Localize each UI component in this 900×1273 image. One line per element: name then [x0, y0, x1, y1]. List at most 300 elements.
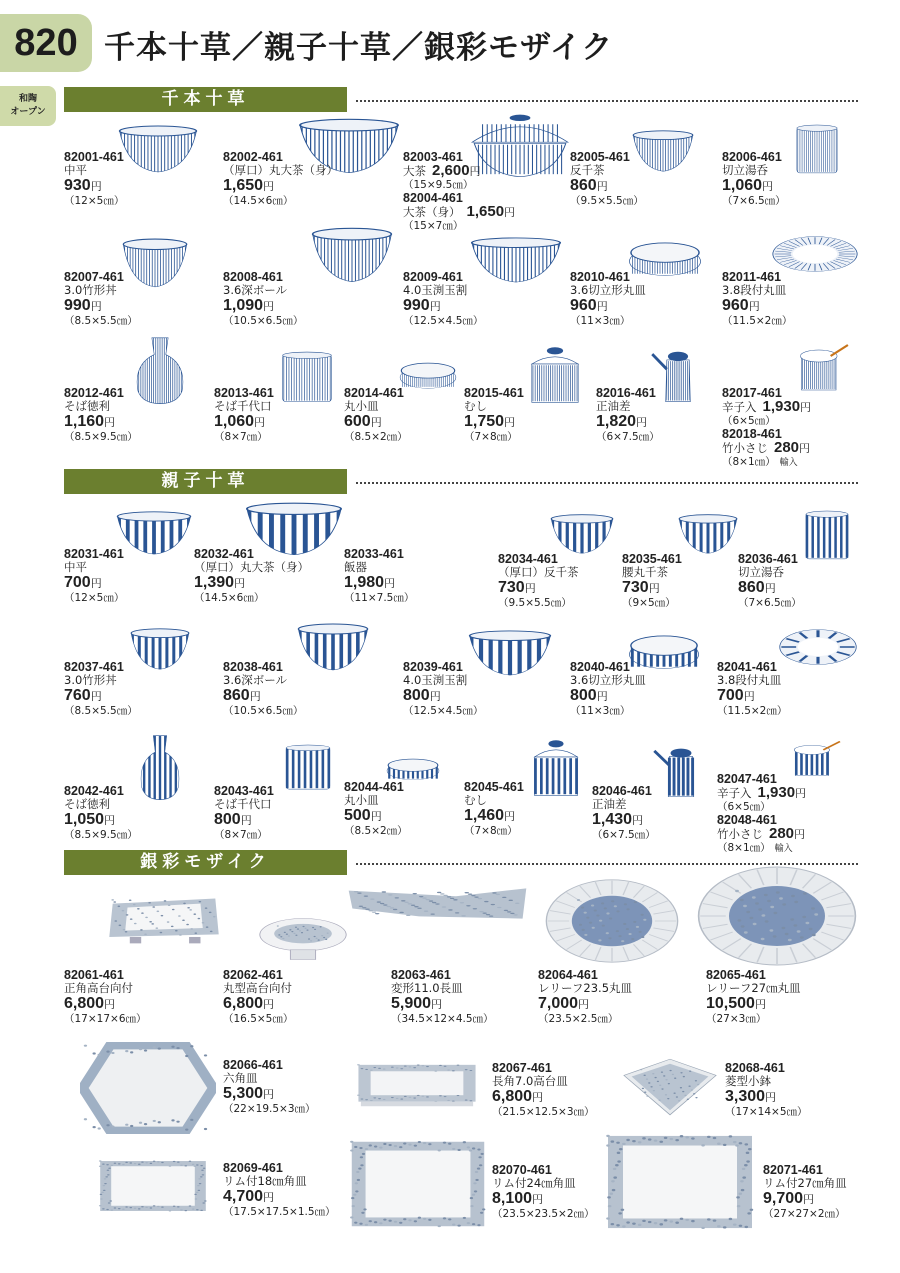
product-name-line [722, 441, 811, 455]
yen-unit: 円 [431, 998, 443, 1011]
product-name-line [344, 561, 414, 574]
product-size [570, 704, 646, 718]
product-size [64, 704, 138, 718]
product-price: 800 [214, 811, 241, 828]
product-name-line [403, 164, 515, 178]
product-code: 82068-461 [725, 1061, 785, 1075]
product-label-82033-461[interactable] [344, 548, 414, 605]
product-name: リム付27㎝角皿 [763, 1176, 847, 1190]
round-footed-mosaic-icon [258, 912, 348, 966]
product-price: 4,700 [223, 1188, 264, 1205]
product-code: 82031-461 [64, 547, 124, 561]
product-size-text: （11.5×2㎝） [722, 315, 793, 327]
product-name-line [64, 798, 138, 811]
product-price-line [706, 995, 801, 1012]
yen-unit: 円 [762, 180, 774, 193]
product-code: 82042-461 [64, 784, 124, 798]
product-size [64, 314, 138, 328]
product-label-82032-461[interactable] [194, 548, 309, 605]
product-price: 800 [403, 687, 430, 704]
product-size-text: （16.5×5㎝） [223, 1013, 294, 1025]
product-size-text: （27×27×2㎝） [763, 1208, 846, 1220]
product-price-line [64, 413, 138, 430]
product-price: 1,930 [762, 398, 801, 415]
product-code: 82033-461 [344, 547, 404, 561]
product-name-line [722, 400, 811, 414]
product-size [223, 194, 338, 208]
yen-unit: 円 [429, 690, 441, 703]
product-label-82015-461[interactable] [464, 387, 524, 444]
product-price: 1,750 [464, 413, 505, 430]
product-code: 82063-461 [391, 968, 451, 982]
product-name: そば千代口 [214, 399, 272, 413]
product-price-line [492, 1190, 595, 1207]
product-name-line [223, 164, 338, 177]
product-size [722, 414, 811, 428]
product-price: 1,980 [344, 574, 385, 591]
product-size [722, 314, 792, 328]
product-name: 3.6切立形丸皿 [570, 673, 646, 687]
product-code: 82047-461 [717, 772, 777, 786]
product-name: 切立湯呑 [722, 163, 768, 177]
product-price-line [717, 687, 787, 704]
product-label-82010-461[interactable] [570, 271, 646, 328]
product-price-line [538, 995, 632, 1012]
product-size [538, 1012, 632, 1026]
product-size-text: （10.5×6.5㎝） [223, 315, 304, 327]
product-price: 1,820 [596, 413, 637, 430]
product-size-text: （11×7.5㎝） [344, 592, 415, 604]
product-price: 6,800 [492, 1088, 533, 1105]
product-label-82065-461[interactable] [706, 969, 801, 1026]
product-name-line [214, 798, 274, 811]
product-price: 960 [722, 297, 749, 314]
product-code: 82001-461 [64, 150, 124, 164]
product-name: 辛子入 [722, 400, 757, 414]
product-name-line [214, 400, 274, 413]
product-size [717, 704, 787, 718]
product-label-82031-461[interactable] [64, 548, 124, 605]
bowl-oyako-icon [297, 622, 369, 672]
yen-unit: 円 [263, 1088, 275, 1101]
product-name-line [403, 674, 483, 687]
product-name-line [492, 1075, 595, 1088]
product-price-line [722, 177, 786, 194]
product-code: 82034-461 [498, 552, 558, 566]
product-label-82034-461[interactable] [498, 553, 579, 610]
product-size [464, 430, 524, 444]
product-price-line [738, 579, 802, 596]
product-code: 82007-461 [64, 270, 124, 284]
product-label-82068-461[interactable] [725, 1062, 808, 1119]
product-name-line [223, 1175, 336, 1188]
product-code: 82043-461 [214, 784, 274, 798]
product-size [464, 824, 524, 838]
bowl-oyako-icon [550, 513, 614, 555]
product-name-line [64, 561, 124, 574]
product-name: 中平 [64, 163, 87, 177]
product-name: 辛子入 [717, 786, 752, 800]
product-code: 82041-461 [717, 660, 777, 674]
product-price-line [763, 1190, 847, 1207]
product-price: 860 [570, 177, 597, 194]
product-price-line [344, 574, 414, 591]
product-price: 1,160 [64, 413, 105, 430]
product-price: 960 [570, 297, 597, 314]
product-label-82070-461[interactable] [492, 1164, 595, 1221]
product-size [622, 596, 682, 610]
product-size-text: （17×17×6㎝） [64, 1013, 147, 1025]
product-size-text: （7×8㎝） [464, 825, 518, 837]
product-price: 6,800 [64, 995, 105, 1012]
product-name: 正油差 [596, 399, 631, 413]
yen-unit: 円 [504, 810, 516, 823]
product-label-82003-461[interactable] [403, 151, 515, 233]
product-price-line [492, 1088, 595, 1105]
product-size-text: （15×7㎝） [403, 220, 464, 232]
product-price: 500 [344, 807, 371, 824]
yen-unit: 円 [234, 577, 246, 590]
product-label-82001-461[interactable] [64, 151, 124, 208]
square-footed-mosaic-icon [107, 896, 221, 960]
product-code: 82011-461 [722, 270, 782, 284]
mustard-pot-stripe-blue-icon [795, 343, 849, 393]
product-size [214, 430, 274, 444]
product-label-82011-461[interactable] [722, 271, 792, 328]
product-label-82064-461[interactable] [538, 969, 632, 1026]
product-price-line [464, 413, 524, 430]
product-size-text: （21.5×12.5×3㎝） [492, 1106, 595, 1118]
product-price: 1,650 [466, 203, 505, 220]
product-price-line [223, 687, 303, 704]
product-size [570, 194, 644, 208]
product-size-text: （8.5×9.5㎝） [64, 829, 138, 841]
product-code: 82065-461 [706, 968, 766, 982]
product-name-line [538, 982, 632, 995]
yen-unit: 円 [636, 416, 648, 429]
product-code: 82003-461 [403, 150, 463, 164]
product-code: 82013-461 [214, 386, 274, 400]
product-name: 3.0竹形丼 [64, 673, 117, 687]
product-label-82040-461[interactable] [570, 661, 646, 718]
product-label-82007-461[interactable] [64, 271, 138, 328]
product-price: 10,500 [706, 995, 755, 1012]
product-price-line [722, 297, 792, 314]
yen-unit: 円 [795, 787, 807, 800]
product-label-82036-461[interactable] [738, 553, 802, 610]
product-label-82061-461[interactable] [64, 969, 147, 1026]
product-price: 9,700 [763, 1190, 804, 1207]
section-header-ginsai-mosaic: 銀彩モザイク [64, 850, 347, 875]
product-label-82038-461[interactable] [223, 661, 303, 718]
product-name-line [464, 794, 524, 807]
product-label-82044-461[interactable] [344, 781, 408, 838]
product-label-82035-461[interactable] [622, 553, 682, 610]
product-label-82045-461[interactable] [464, 781, 524, 838]
product-size [214, 828, 274, 842]
hex-plate-mosaic-icon [80, 1042, 216, 1134]
product-label-82005-461[interactable] [570, 151, 644, 208]
product-size-text: （12×5㎝） [64, 195, 125, 207]
product-size-text: （8×1㎝） [722, 456, 776, 468]
product-name: 3.8段付丸皿 [722, 283, 787, 297]
product-price-line [596, 413, 660, 430]
steam-cup-stripe-blue-icon [526, 346, 584, 406]
product-name-line [722, 164, 786, 177]
product-label-82067-461[interactable] [492, 1062, 595, 1119]
product-price-line [498, 579, 579, 596]
product-name: 腰丸千茶 [622, 565, 668, 579]
bowl-stripe-blue-icon [470, 236, 562, 284]
product-price: 860 [223, 687, 250, 704]
product-code: 82002-461 [223, 150, 283, 164]
product-price-line [223, 177, 338, 194]
product-name-line [570, 284, 646, 297]
yen-unit: 円 [429, 300, 441, 313]
product-size [492, 1105, 595, 1119]
product-name: 飯器 [344, 560, 367, 574]
product-label-82008-461[interactable] [223, 271, 303, 328]
product-name-line [223, 1072, 316, 1085]
section-divider [356, 863, 858, 865]
product-label-82014-461[interactable] [344, 387, 408, 444]
product-price-line [64, 574, 124, 591]
product-price-line [725, 1088, 808, 1105]
product-price: 760 [64, 687, 91, 704]
product-price: 5,300 [223, 1085, 264, 1102]
product-name-line [596, 400, 660, 413]
product-name: 丸型高台向付 [223, 981, 292, 995]
yen-unit: 円 [596, 300, 608, 313]
product-label-82046-461[interactable] [592, 785, 656, 842]
yen-unit: 円 [765, 1091, 777, 1104]
product-size-text: （23.5×2.5㎝） [538, 1013, 619, 1025]
product-size [725, 1105, 808, 1119]
product-price: 2,600 [432, 162, 470, 179]
product-size [570, 314, 646, 328]
product-name: レリーフ27㎝丸皿 [706, 981, 801, 995]
product-label-82006-461[interactable] [722, 151, 786, 208]
product-price: 6,800 [223, 995, 264, 1012]
product-code: 82017-461 [722, 386, 782, 400]
product-name-line [403, 205, 515, 219]
cup-stripe-blue-icon [278, 351, 336, 405]
steam-cup-oyako-icon [529, 739, 583, 799]
product-size-text: （12×5㎝） [64, 592, 125, 604]
product-size [64, 591, 124, 605]
product-name-line [570, 164, 644, 177]
product-size-text: （7×6.5㎝） [738, 597, 802, 609]
cup-stripe-blue-icon [793, 124, 841, 176]
pot-oyako-icon [411, 501, 485, 575]
product-code: 82014-461 [344, 386, 404, 400]
side-tab-line-2: オープン [10, 107, 46, 117]
page-number: 820 [0, 14, 92, 72]
yen-unit: 円 [648, 582, 660, 595]
product-label-82066-461[interactable] [223, 1059, 316, 1116]
product-price-line [64, 177, 124, 194]
side-tab-line-1: 和陶 [18, 94, 37, 104]
product-name-line [64, 674, 138, 687]
product-code: 82032-461 [194, 547, 254, 561]
product-size-text: （8.5×5.5㎝） [64, 705, 138, 717]
product-name: 正油差 [592, 797, 627, 811]
product-name: そば徳利 [64, 797, 110, 811]
product-price: 1,430 [592, 811, 633, 828]
yen-unit: 円 [578, 998, 590, 1011]
product-size [64, 194, 124, 208]
product-label-82063-461[interactable] [391, 969, 494, 1026]
product-name-line [706, 982, 801, 995]
product-price: 800 [570, 687, 597, 704]
product-price-line [64, 687, 138, 704]
import-note: 輸入 [774, 844, 793, 854]
product-price: 1,060 [722, 177, 763, 194]
product-name-line [223, 982, 293, 995]
product-name-line [344, 794, 408, 807]
yen-unit: 円 [632, 814, 644, 827]
product-size-text: （15×9.5㎝） [403, 179, 474, 191]
product-size [717, 841, 806, 856]
product-name: 3.8段付丸皿 [717, 673, 782, 687]
product-name-line [717, 786, 806, 800]
product-label-82071-461[interactable] [763, 1164, 847, 1221]
yen-unit: 円 [799, 442, 811, 455]
product-size-text: （10.5×6.5㎝） [223, 705, 304, 717]
product-name: 3.0竹形丼 [64, 283, 117, 297]
product-name-line [194, 561, 309, 574]
product-name-line [64, 284, 138, 297]
product-name: 3.6深ボール [223, 283, 288, 297]
product-label-82009-461[interactable] [403, 271, 483, 328]
product-price-line [344, 807, 408, 824]
product-name-line [722, 284, 792, 297]
dish-stripe-blue-icon [399, 357, 457, 391]
product-name: レリーフ23.5丸皿 [538, 981, 633, 995]
product-size-text: （12.5×4.5㎝） [403, 315, 484, 327]
product-label-82047-461[interactable] [717, 773, 806, 856]
square-plate-mosaic-icon [605, 1134, 755, 1230]
product-size-text: （22×19.5×3㎝） [223, 1103, 316, 1115]
yen-unit: 円 [104, 416, 116, 429]
product-label-82041-461[interactable] [717, 661, 787, 718]
product-label-82039-461[interactable] [403, 661, 483, 718]
product-code: 82035-461 [622, 552, 682, 566]
product-size [223, 1102, 316, 1116]
product-size [223, 704, 303, 718]
yen-unit: 円 [370, 416, 382, 429]
diamond-bowl-mosaic-icon [622, 1058, 718, 1116]
product-size [706, 1012, 801, 1026]
product-label-82037-461[interactable] [64, 661, 138, 718]
product-size-text: （8×1㎝） [717, 842, 771, 854]
product-name: 大茶（身） [403, 205, 461, 219]
product-label-82012-461[interactable] [64, 387, 138, 444]
yen-unit: 円 [263, 300, 275, 313]
product-price-line [214, 811, 274, 828]
product-label-82002-461[interactable] [223, 151, 338, 208]
product-label-82016-461[interactable] [596, 387, 660, 444]
yen-unit: 円 [90, 577, 102, 590]
yen-unit: 円 [104, 998, 116, 1011]
yen-unit: 円 [803, 1193, 815, 1206]
soy-pot-oyako-icon [652, 743, 710, 799]
product-name: 大茶 [403, 164, 426, 178]
product-name: 丸小皿 [344, 399, 379, 413]
product-size-text: （8.5×5.5㎝） [64, 315, 138, 327]
product-name-line [622, 566, 682, 579]
product-size-text: （27×3㎝） [706, 1013, 767, 1025]
product-price: 280 [774, 439, 800, 456]
product-label-82062-461[interactable] [223, 969, 293, 1026]
product-price: 990 [64, 297, 91, 314]
product-size [194, 591, 309, 605]
product-size [391, 1012, 494, 1026]
product-label-82043-461[interactable] [214, 785, 274, 842]
product-size-text: （6×7.5㎝） [592, 829, 656, 841]
product-name-line [64, 164, 124, 177]
yen-unit: 円 [764, 582, 776, 595]
product-size [223, 1205, 336, 1219]
product-price-line [622, 579, 682, 596]
product-name: （厚口）丸大茶（身） [194, 560, 309, 574]
product-size-text: （8.5×9.5㎝） [64, 431, 138, 443]
product-price: 990 [403, 297, 430, 314]
product-size-text: （11.5×2㎝） [717, 705, 788, 717]
product-name: 変形11.0長皿 [391, 981, 463, 995]
yen-unit: 円 [263, 1191, 275, 1204]
yen-unit: 円 [748, 300, 760, 313]
section-divider [356, 482, 858, 484]
category-side-tab[interactable] [0, 86, 56, 126]
product-size-text: （8.5×2㎝） [344, 825, 408, 837]
product-price-line [64, 811, 138, 828]
product-price: 600 [344, 413, 371, 430]
product-price: 860 [738, 579, 765, 596]
product-size [763, 1207, 847, 1221]
product-price-line [223, 1188, 336, 1205]
product-name-line [492, 1177, 595, 1190]
product-code: 82046-461 [592, 784, 652, 798]
bowl-stripe-blue-icon [311, 226, 393, 284]
product-price: 730 [498, 579, 525, 596]
section-divider [356, 100, 858, 102]
product-name-line [592, 798, 656, 811]
product-price-line [464, 807, 524, 824]
product-code: 82064-461 [538, 968, 598, 982]
product-label-82069-461[interactable] [223, 1162, 336, 1219]
product-size [64, 1012, 147, 1026]
product-label-82013-461[interactable] [214, 387, 274, 444]
product-name-line [403, 284, 483, 297]
product-name-line [763, 1177, 847, 1190]
yen-unit: 円 [532, 1193, 544, 1206]
product-price: 700 [64, 574, 91, 591]
import-note: 輸入 [779, 458, 798, 468]
product-size-text: （8×7㎝） [214, 829, 268, 841]
bowl-oyako-icon [678, 513, 738, 555]
product-name-line [570, 674, 646, 687]
product-size-text: （6×7.5㎝） [596, 431, 660, 443]
product-code: 82005-461 [570, 150, 630, 164]
relief-plate-mosaic-icon [545, 879, 679, 963]
yen-unit: 円 [90, 690, 102, 703]
product-label-82042-461[interactable] [64, 785, 138, 842]
square-plate-mosaic-icon [349, 1140, 487, 1228]
product-size-text: （17×14×5㎝） [725, 1106, 808, 1118]
product-label-82017-461[interactable] [722, 387, 811, 470]
product-price-line [194, 574, 309, 591]
